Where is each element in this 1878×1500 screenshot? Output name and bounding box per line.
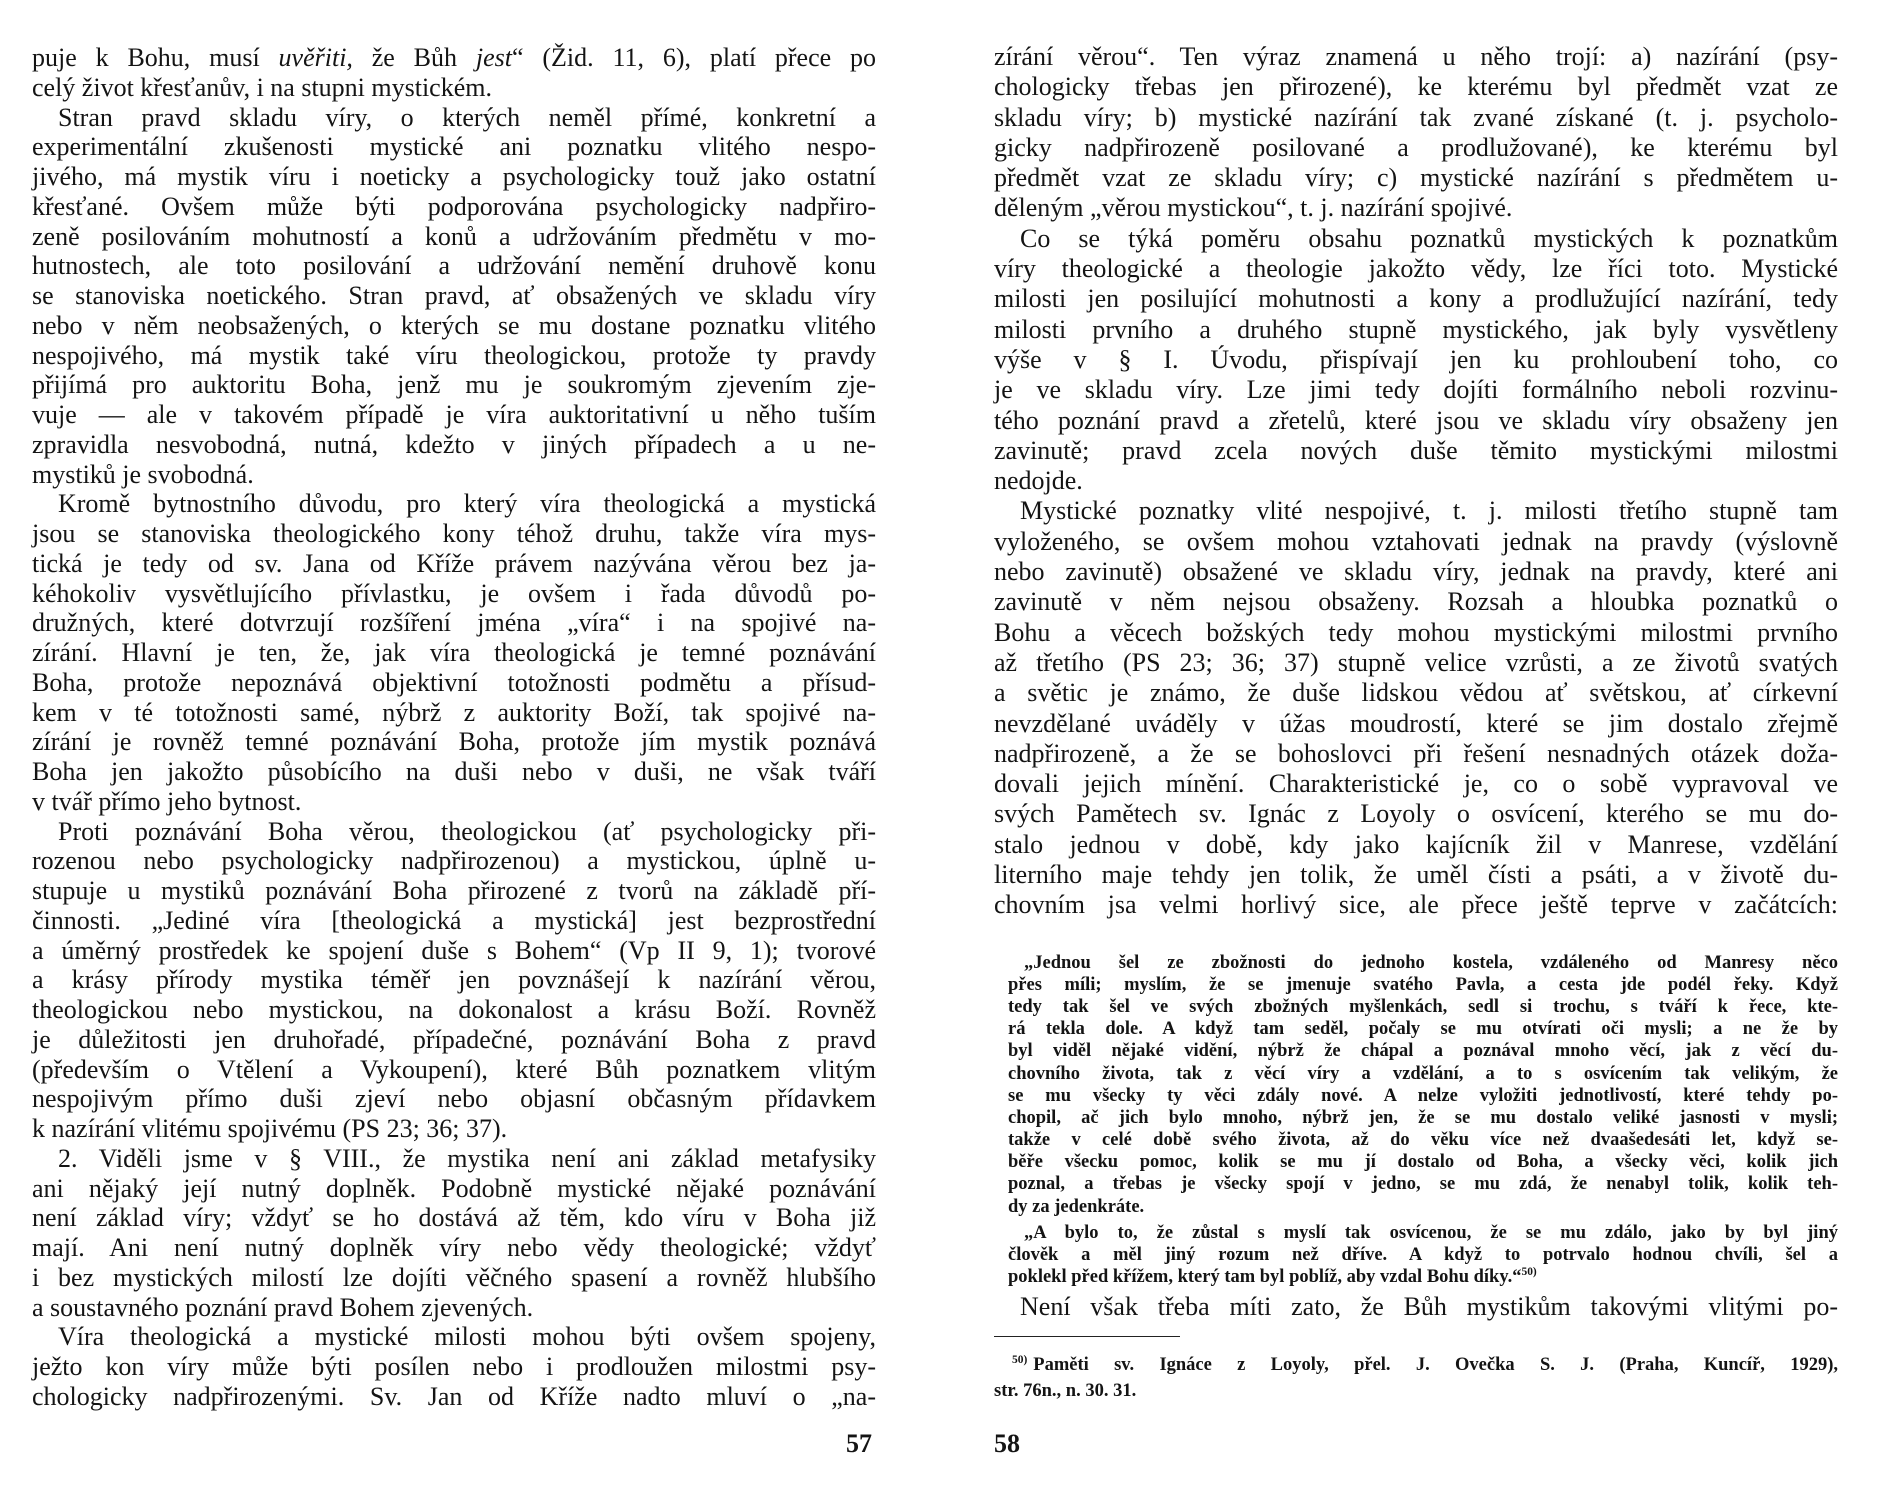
text-line: výše v § I. Úvodu, přispívají jen ku prohloubení toho, co bbox=[994, 344, 1838, 374]
text-line: kem v té totožnosti samé, nýbrž z auktority Boží, tak spojivé na- bbox=[32, 697, 876, 727]
text-line: gicky nadpřirozeně posilované a prodlužované), ke kterému byl bbox=[994, 132, 1838, 162]
page-body bbox=[994, 42, 1838, 921]
text-line: Proti poznávání Boha věrou, theologickou (ať psychologicky při- bbox=[58, 816, 876, 846]
quote-paragraph bbox=[1008, 952, 1838, 1218]
text-line: se stanoviska noetického. Stran pravd, ať obsažených ve skladu víry bbox=[32, 281, 876, 310]
text-line: předmět vzat ze skladu víry; c) mystické nazírání s předmětem u- bbox=[994, 163, 1838, 193]
text-line: jivého, má mystik víru i noeticky a psychologicky touž jako ostatní bbox=[32, 162, 876, 191]
text-line: a úměrný prostředek ke spojení duše s Bohem“ (Vp II 9, 1); tvorové bbox=[32, 935, 876, 965]
text-line: přijímá pro auktoritu Boha, jenž mu je soukromým zjevením zje- bbox=[32, 370, 876, 400]
text-line: vyloženého, se ovšem mohou vztahovati jednak na pravdy (výslovně bbox=[994, 526, 1838, 556]
text-line: zírání je rovněž temné poznávání Boha, protože jím mystik poznává bbox=[32, 727, 876, 757]
text-line: celý život křesťanův, i na stupni mystickém. bbox=[32, 72, 492, 102]
text-line: chologicky nadpřirozenými. Sv. Jan od Kříže nadto mluví o „na- bbox=[32, 1381, 876, 1411]
text-line: 2. Viděli jsme v § VIII., že mystika není ani základ metafysiky bbox=[58, 1143, 876, 1173]
quote-paragraph bbox=[1008, 1222, 1838, 1289]
text-line: zavinutě; pravd zcela nových duše těmito mystickými milostmi bbox=[994, 435, 1838, 465]
text-line: zavinutě v něm nejsou obsaženy. Rozsah a hloubka poznatků o bbox=[994, 587, 1838, 617]
text-line: theologickou nebo mystickou, na dokonalost a krásu Boží. Rovněž bbox=[32, 995, 876, 1024]
text-line: mystiků je svobodná. bbox=[32, 459, 254, 489]
quote-line: přes míli; myslím, že se jmenuje svatého Pavla, a cesta jde podél řeky. Když bbox=[1008, 974, 1838, 995]
text-line: nebo v něm neobsažených, o kterých se mu dostane poznatku vlitého bbox=[32, 310, 876, 340]
text-line: nespojivého, má mystik také víru theologickou, protože ty pravdy bbox=[32, 340, 876, 370]
text-line: vuje — ale v takovém případě je víra auktoritativní u něho tuším bbox=[32, 400, 876, 429]
text-line: není základ víry; vždyť se ho dostává až těm, kdo víru v Boha již bbox=[32, 1203, 876, 1233]
text-line: svých Pamětech sv. Ignác z Loyoly o osvícení, kterého se mu do- bbox=[994, 799, 1838, 829]
text-line: Boha, protože nepoznává objektivní totožnosti podmětu a přísud- bbox=[32, 667, 876, 697]
text-line: chovním jsa velmi horlivý sice, ale přece ještě teprve v začátcích: bbox=[994, 890, 1838, 920]
quote-text: poklekl před křížem, který tam byl poblíž, aby vzdal Bohu díky.“ bbox=[1008, 1267, 1522, 1288]
text-line: nebo zavinutě) obsažené ve skladu víry, jednak na pravdy, které ani bbox=[994, 557, 1838, 587]
text-line: Boha jen jakožto působícího na duši nebo v duši, ne však tváří bbox=[32, 757, 876, 786]
text-line: je důležitosti jen druhořadé, případečné, poznávání Boha z pravd bbox=[32, 1024, 876, 1054]
text-line: zeně posilováním mohutností a konů a udržováním předmětu v mo- bbox=[32, 221, 876, 251]
italic-text: jest bbox=[475, 43, 512, 72]
text-line: hutnostech, ale toto posilování a udržování nemění druhově konu bbox=[32, 251, 876, 281]
text-line: křesťané. Ovšem může býti podporována psychologicky nadpřiro- bbox=[32, 191, 876, 221]
footnote-line: str. 76n., n. 30. 31. bbox=[994, 1380, 1137, 1401]
text-line: tého poznání pravd a zřetelů, které jsou ve skladu víry obsaženy jen bbox=[994, 405, 1838, 435]
text-line: mají. Ani není nutný doplněk víry nebo vědy theologické; vždyť bbox=[32, 1233, 876, 1262]
text-line: skladu víry; b) mystické nazírání tak zvané získané (t. j. psycholo- bbox=[994, 102, 1838, 132]
text-line: nevzdělané uváděly v úžas moudrostí, které se jim dostalo zřejmě bbox=[994, 708, 1838, 738]
text-line: víry theologické a theologie jakožto vědy, lze říci toto. Mystické bbox=[994, 254, 1838, 284]
quote-line: rá tekla dole. A když tam seděl, počaly se mu otvírati oči mysli; a ne že by bbox=[1008, 1019, 1838, 1040]
text-line: Mystické poznatky vlité nespojivé, t. j. milosti třetího stupně tam bbox=[1020, 496, 1838, 526]
text-line: nedojde. bbox=[994, 466, 1083, 496]
block-quote bbox=[1008, 952, 1838, 1289]
text-segment: “ (Žid. 11, 6), platí přece po bbox=[511, 43, 877, 72]
text-line: až třetího (PS 23; 36; 37) stupně velice vzrůsti, a ze životů svatých bbox=[994, 647, 1838, 677]
text-line: je ve skladu víry. Lze jimi tedy dojíti formálního neboli rozvinu- bbox=[994, 375, 1838, 405]
text-line: experimentální zkušenosti mystické ani poznatku vlitého nespo- bbox=[32, 132, 876, 162]
footnote bbox=[994, 1352, 1838, 1404]
text-line: Není však třeba míti zato, že Bůh mystikům takovými vlitými po- bbox=[1020, 1292, 1838, 1322]
quote-line bbox=[1008, 1266, 1838, 1288]
footnote-marker: 50) bbox=[1012, 1353, 1028, 1366]
footnote-rule bbox=[994, 1336, 1180, 1337]
footnote-line bbox=[994, 1352, 1838, 1378]
text-line: literního maje tehdy jen tolik, že uměl čísti a psáti, a v životě du- bbox=[994, 860, 1838, 890]
text-segment: že Bůh bbox=[352, 43, 476, 72]
text-line: ani nějaký její nutný doplněk. Podobně mystické nějaké poznávání bbox=[32, 1173, 876, 1203]
text-line: družných, které dotvrzují rozšíření jména „víra“ i na spojivé na- bbox=[32, 608, 876, 638]
text-line: zírání věrou“. Ten výraz znamená u něho trojí: a) nazírání (psy- bbox=[994, 42, 1838, 71]
quote-line: dy za jedenkráte. bbox=[1008, 1196, 1145, 1217]
text-line: tická je tedy od sv. Jana od Kříže právem nazývána věrou bez ja- bbox=[32, 548, 876, 578]
text-line: nespojivým přímo duši zjeví nebo objasní občasným přídavkem bbox=[32, 1084, 876, 1114]
text-line: a soustavného poznání pravd Bohem zjevených. bbox=[32, 1292, 534, 1322]
quote-line: „A bylo to, že zůstal s myslí tak osvícenou, že se mu zdálo, jako by byl jiný bbox=[1024, 1222, 1838, 1243]
text-line: ježto kon víry může býti posílen nebo i prodloužen milostmi psy- bbox=[32, 1352, 876, 1381]
quote-line: chopil, ač jich bylo mnoho, nýbrž jen, že se mu dostalo veliké jasnosti v mysli; bbox=[1008, 1107, 1838, 1128]
page-number: 58 bbox=[994, 1429, 1020, 1458]
text-line: stupuje u mystiků poznávání Boha přirozené z tvorů na základě pří- bbox=[32, 876, 876, 905]
text-line: milosti prvního a druhého stupně mystického, jak byly vysvětleny bbox=[994, 314, 1838, 344]
text-line: zpravidla nesvobodná, nutná, kdežto v jiných případech a u ne- bbox=[32, 429, 876, 459]
text-line: Kromě bytnostního důvodu, pro který víra theologická a mystická bbox=[58, 489, 876, 519]
page-number: 57 bbox=[846, 1429, 872, 1458]
text-line: milosti jen posilující mohutnosti a kony a prodlužující nazírání, tedy bbox=[994, 284, 1838, 314]
quote-line: byl viděl nějaké vidění, nýbrž že chápal a poznával mnoho věcí, jak z věcí du- bbox=[1008, 1041, 1838, 1062]
quote-line: běře všecku pomoc, kolik se mu jí dostalo od Boha, a všecky věci, kolik jich bbox=[1008, 1152, 1838, 1173]
text-segment: puje k Bohu, musí bbox=[32, 43, 279, 72]
quote-line: poznal, a třebas je všecky spojí v jedno, se mu zdá, že nenabyl tolik, kolik teh- bbox=[1008, 1174, 1838, 1195]
text-line: dovali jejich mínění. Charakteristické je, co o sobě vypravoval ve bbox=[994, 769, 1838, 799]
right-page bbox=[994, 42, 1838, 1404]
text-line: stalo jednou v době, kdy jako kajícník žil v Manrese, vzdělání bbox=[994, 829, 1838, 859]
quote-line: chovního života, tak z věcí víry a vzdělání, a to s osvícením tak velikým, že bbox=[1008, 1063, 1838, 1084]
quote-line: tedy tak šel ve svých zbožných myšlenkách, sedl si trochu, s tváří k řece, kte- bbox=[1008, 996, 1838, 1017]
text-line: jsou se stanoviska theologického kony téhož druhu, takže víra mys- bbox=[32, 519, 876, 548]
text-line: kéhokoliv vysvětlujícího přívlastku, je ovšem i řada důvodů po- bbox=[32, 578, 876, 608]
quote-line: takže v celé době svého života, až do věku více než dvaašedesáti let, když se- bbox=[1008, 1130, 1838, 1151]
text-line: děleným „věrou mystickou“, t. j. nazírání spojivé. bbox=[994, 193, 1513, 223]
text-line: Co se týká poměru obsahu poznatků mystických k poznatkům bbox=[1020, 223, 1838, 253]
text-line: činnosti. „Jediné víra [theologická a mystická] jest bezprostřední bbox=[32, 905, 876, 935]
text-line: Víra theologická a mystické milosti mohou býti ovšem spojeny, bbox=[58, 1322, 876, 1352]
text-line: k nazírání vlitému spojivému (PS 23; 36; 37). bbox=[32, 1114, 508, 1143]
text-line bbox=[32, 43, 876, 73]
text-line: chologicky třebas jen přirozené), ke kterému byl předmět vzat ze bbox=[994, 72, 1838, 102]
footnote-text: Paměti sv. Ignáce z Loyoly, přel. J. Ovečka S. J. (Praha, Kuncíř, 1929), bbox=[1033, 1354, 1838, 1375]
left-page bbox=[32, 43, 876, 1412]
quote-line: se mu všecky ty věci zdály nové. A nelze vyložiti jednotlivostí, které tehdy po- bbox=[1008, 1085, 1838, 1106]
text-line: zírání. Hlavní je ten, že, jak víra theologická je temné poznávání bbox=[32, 638, 876, 667]
italic-text: uvěřiti, bbox=[278, 43, 353, 72]
quote-line: člověk a měl jiný rozum než dříve. A když to potrvalo hodnou chvíli, šel a bbox=[1008, 1245, 1838, 1266]
footnote-reference: 50) bbox=[1521, 1266, 1537, 1279]
quote-line: „Jednou šel ze zbožnosti do jednoho kostela, vzdáleného od Manresy něco bbox=[1024, 952, 1838, 973]
text-line: rozenou nebo psychologicky nadpřirozenou) a mystickou, úplně u- bbox=[32, 846, 876, 876]
text-line: Bohu a věcech božských tedy mohou mystickými milostmi prvního bbox=[994, 617, 1838, 647]
text-line: nadpřirozeně, a že se bohoslovci při řešení nesnadných otázek doža- bbox=[994, 738, 1838, 768]
text-line: v tvář přímo jeho bytnost. bbox=[32, 786, 302, 816]
text-line: i bez mystických milostí lze dojíti věčného spasení a rovněž hlubšího bbox=[32, 1262, 876, 1292]
text-line: a krásy přírody mystika téměř jen povznášejí k nazírání věrou, bbox=[32, 965, 876, 995]
text-line: a světic je známo, že duše lidskou vědou ať světskou, ať církevní bbox=[994, 678, 1838, 708]
text-line: Stran pravd skladu víry, o kterých neměl přímé, konkretní a bbox=[58, 102, 876, 132]
text-line: (především o Vtělení a Vykoupení), které Bůh poznatkem vlitým bbox=[32, 1054, 876, 1084]
